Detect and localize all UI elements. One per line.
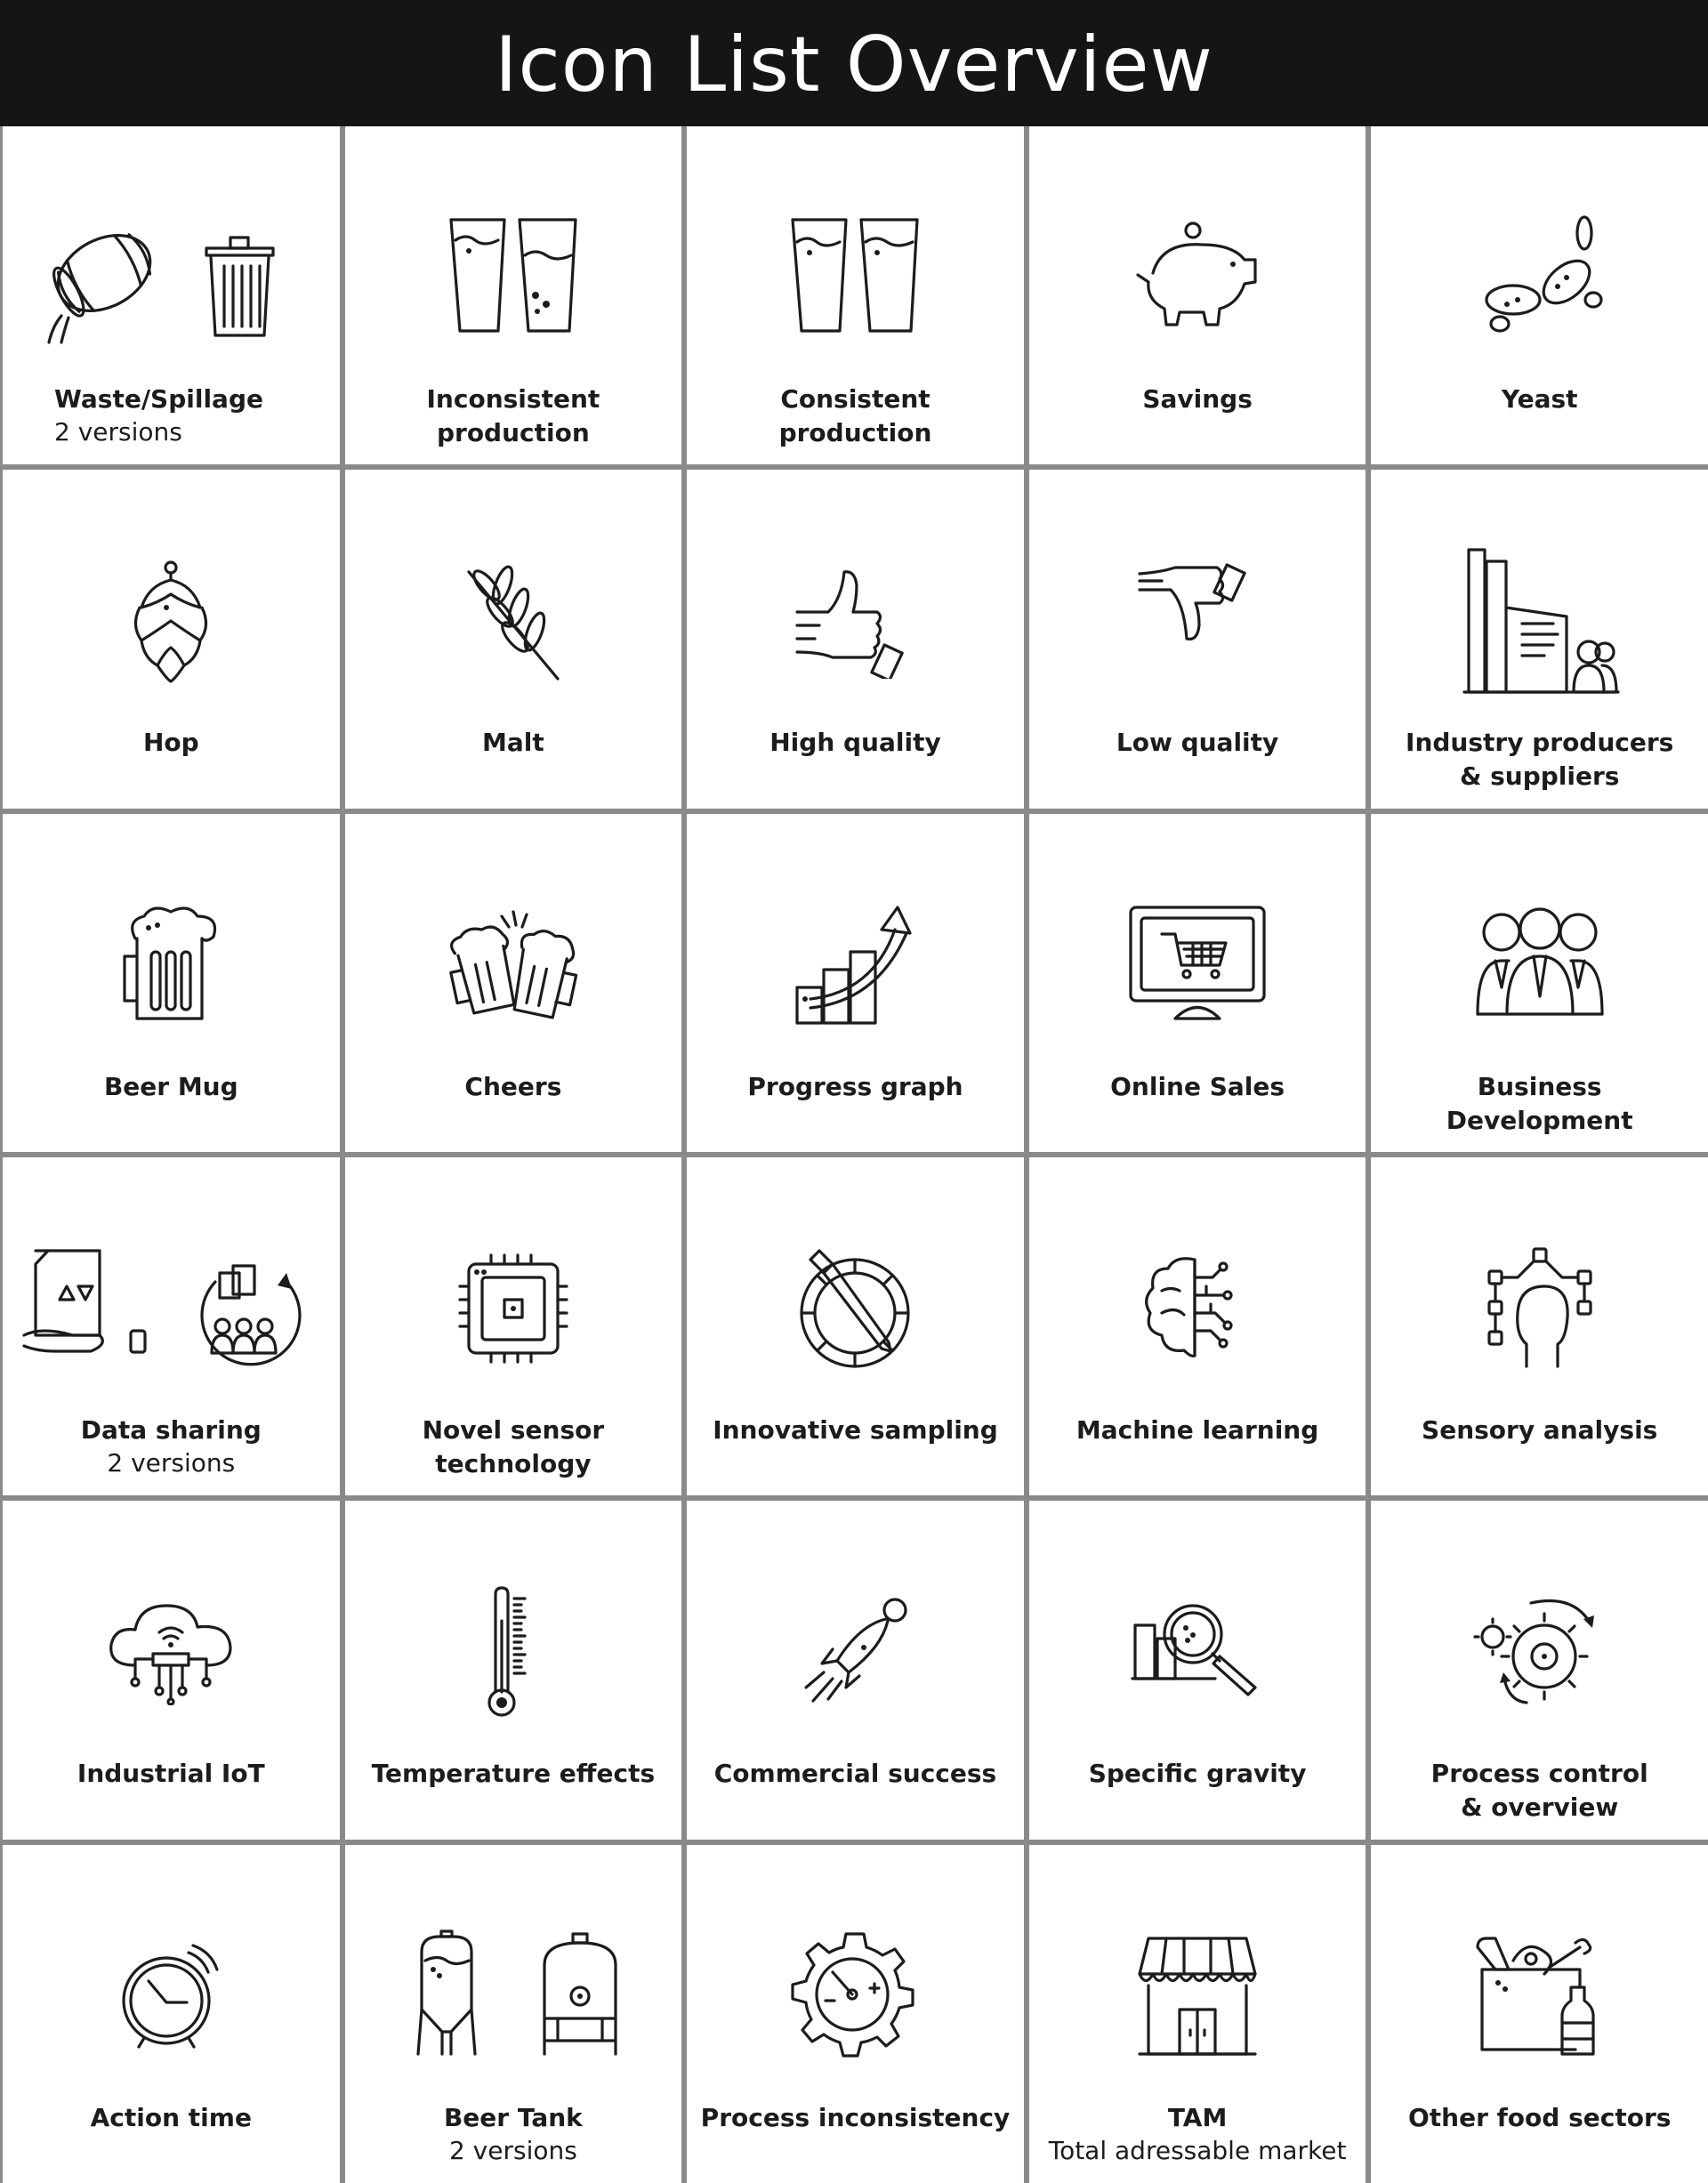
icon-card-industry-producers [1371,470,1708,808]
icon-label: Low quality [1116,728,1279,758]
beer-mug-icon [117,903,224,1027]
gauge-gear-icon [788,1929,922,2063]
malt-icon [460,559,567,683]
clock-icon [117,1938,224,2054]
icon-card-tam [1029,1845,1366,2183]
icon-card-progress-graph [687,814,1024,1152]
icon-grid [0,126,1708,2183]
icon-label: Consistent production [778,384,932,447]
online-sales-icon [1126,903,1269,1027]
yeast-icon [1473,215,1607,340]
sensor-chip-icon [455,1251,571,1366]
icon-card-machine-learning [1029,1157,1366,1495]
icon-card-business-development [1371,814,1708,1152]
icon-card-action-time [3,1845,340,2183]
icon-sublabel: Total adressable market [1048,2135,1347,2165]
icon-card-novel-sensor [345,1157,682,1495]
icon-card-beer-mug [3,814,340,1152]
beer-glasses-icon [788,215,922,340]
icon-label: Specific gravity [1088,1759,1307,1789]
icon-card-temperature-effects [345,1501,682,1839]
icon-label: Online Sales [1110,1071,1285,1101]
icon-label: Innovative sampling [713,1415,998,1445]
icon-card-process-inconsistency [687,1845,1024,2183]
icon-card-savings [1029,126,1366,464]
icon-card-sensory-analysis [1371,1157,1708,1495]
icon-label: Savings [1142,384,1253,414]
icon-label: Industry producers & suppliers [1406,728,1674,792]
icon-card-specific-gravity [1029,1501,1366,1839]
icon-label: Process control & overview [1430,1759,1648,1823]
icon-label: Machine learning [1076,1415,1319,1445]
sensory-head-icon [1482,1246,1598,1371]
icon-card-commercial-success [687,1501,1024,1839]
magnifier-chart-icon [1131,1603,1264,1701]
icon-card-other-food-sectors [1371,1845,1708,2183]
hop-icon [122,559,220,683]
icon-label: Novel sensor technology [422,1415,605,1478]
icon-sublabel: 2 versions [448,2135,577,2165]
shop-icon [1135,1934,1260,2058]
icon-card-beer-tank [345,1845,682,2183]
icon-label: TAM [1167,2102,1228,2132]
factory-icon [1460,545,1620,697]
gears-icon [1473,1594,1607,1710]
icon-label: Commercial success [713,1759,997,1789]
icon-label: Waste/Spillage [54,384,263,414]
brain-circuit-icon [1140,1251,1255,1366]
icon-label: Temperature effects [371,1759,656,1789]
beer-tank-icon [402,1929,624,2063]
icon-card-malt [345,470,682,808]
icon-card-yeast [1371,126,1708,464]
icon-label: Other food sectors [1407,2102,1672,2132]
icon-label: Inconsistent production [426,384,600,447]
rocket-icon [797,1594,913,1710]
piggy-bank-icon [1131,220,1264,335]
icon-sublabel: 2 versions [107,1448,236,1478]
icon-label: Malt [482,728,544,758]
cheers-icon [447,907,580,1023]
icon-card-cheers [345,814,682,1152]
icon-card-high-quality [687,470,1024,808]
thumbs-down-icon [1135,563,1260,679]
icon-label: High quality [769,728,941,758]
grocery-bag-icon [1473,1934,1607,2058]
barrel-icon [42,211,300,344]
icon-card-waste-spillage [3,126,340,464]
icon-label: Beer Tank [443,2102,583,2132]
page-header [0,0,1708,126]
icon-label: Business Development [1446,1071,1633,1135]
page-title: Icon List Overview [495,20,1213,109]
icon-card-inconsistent-production [345,126,682,464]
icon-label: Beer Mug [103,1071,238,1101]
icon-label: Yeast [1501,384,1578,414]
icon-label: Action time [90,2102,252,2132]
icon-label: Cheers [464,1071,562,1101]
icon-card-hop [3,470,340,808]
team-icon [1473,907,1607,1023]
icon-card-industrial-iot [3,1501,340,1839]
icon-card-process-control [1371,1501,1708,1839]
icon-card-online-sales [1029,814,1366,1152]
icon-label: Progress graph [747,1071,963,1101]
cloud-iot-icon [104,1599,238,1705]
icon-sublabel: 2 versions [54,417,182,447]
beer-glasses-icon [447,215,580,340]
icon-label: Sensory analysis [1422,1415,1658,1445]
icon-card-consistent-production [687,126,1024,464]
thermometer-icon [482,1585,544,1719]
sampling-icon [793,1246,917,1371]
progress-graph-icon [793,903,917,1027]
icon-label: Process inconsistency [700,2102,1011,2132]
icon-label: Industrial IoT [77,1759,265,1789]
icon-card-data-sharing [3,1157,340,1495]
icon-card-low-quality [1029,470,1366,808]
icon-label: Data sharing [80,1415,262,1445]
icon-label: Hop [142,728,199,758]
thumbs-up-icon [793,563,917,679]
data-sharing-icon [20,1246,322,1371]
icon-card-innovative-sampling [687,1157,1024,1495]
